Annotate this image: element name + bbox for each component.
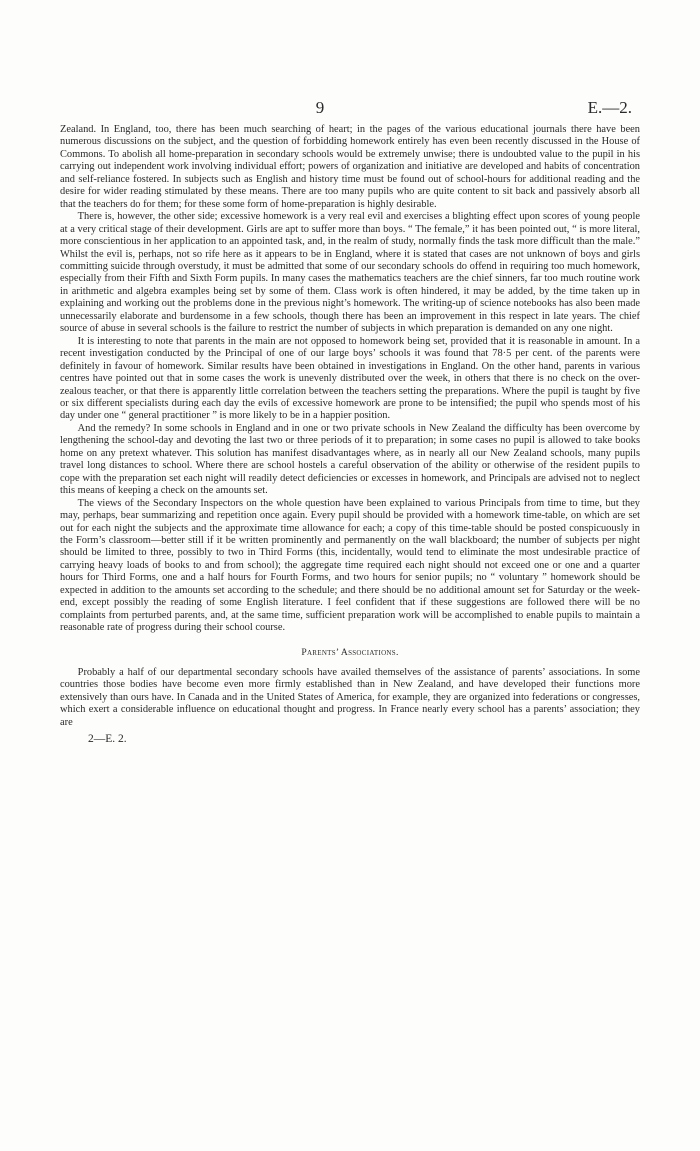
paragraph-excessive-homework: There is, however, the other side; excessive homework is a very real evil and exercises a blighting effect upon scores of young people at a very critical stage of their development. Girls are apt to suffer more than boys. “ The female,” it has been pointed out, “ is more literal, more conscientious in her application to an appointed task, and, in the realm of study, normally finds the task more difficult than the male.” Whilst the evil is, perhaps, not so rife here as it appears to be in England, where it is stated that cases are not unknown of boys and girls committing suicide through overstudy, it must be admitted that some of our secondary schools do offend in requiring too much homework, especially from their Fifth and Sixth Form pupils. In many cases the mathematics teachers are the chief sinners, far too much routine work in arithmetic and algebra examples being set by some of them. Class work is often hindered, it may be added, by the time taken up in explaining and working out the problems done in the previous night’s homework. The writing-up of science notebooks has also been made unnecessarily elaborate and burdensome in a few schools, though there has been an improvement in this respect in late years. The chief source of abuse in several schools is the failure to restrict the number of subjects in which preparation is demanded on any one night. [60,211,640,335]
section-heading-text: Parents’ Associations. [301,646,399,658]
sheet-signature: 2—E. 2. [88,733,127,746]
document-code: E.—2. [587,98,632,117]
paragraph-parents-associations: Probably a half of our departmental secondary schools have availed themselves of the assistance of parents’ associations. In some countries those bodies have become even more firmly established than in New Zealand, and have developed their functions more extensively than ours have. In Canada and in the United States of America, for example, they are organized into federations or congresses, which exert a considerable influence on educational thought and progress. In France nearly every school has a parents’ association; they are [60,667,640,728]
body-text [60,124,640,746]
paragraph-parents-views: It is interesting to note that parents in the main are not opposed to homework being set, provided that it is reasonable in amount. In a recent investigation conducted by the Principal of one of our large boys’ schools it was found that 78·5 per cent. of the parents were definitely in favour of homework. Similar results have been obtained in investigations in England. On the other hand, parents in various centres have pointed out that in some cases the work is unevenly distributed over the week, in others that there is no check on the over-zealous teacher, or that there is apparently little correlation between the teachers setting the preparations. Where the pupil is taught by five or six different specialists during each day the evils of excessive homework are prone to be intensified; the pupil who spends most of his day under one “ general practitioner ” is more likely to be in a happier position. [60,335,640,422]
section-heading [60,647,640,659]
page-number: 9 [315,98,325,117]
paragraph-homework-england: Zealand. In England, too, there has been much searching of heart; in the pages of the various educational journals there have been numerous discussions on the subject, and the question of forbidding homework entirely has even been recently discussed in the House of Commons. To abolish all home-preparation in secondary schools would be extremely unwise; there is undoubted value to the pupil in his carrying out independent work involving individual effort; powers of organization and initiative are developed and habits of concentration and self-reliance fostered. In subjects such as English and history time must be found out of school-hours for additional reading and the desire for wider reading stimulated by these means. There are too many pupils who are quite content to sit back and passively absorb all that the teachers do for them; for these some form of home-preparation is highly desirable. [60,124,640,210]
paragraph-inspectors-views: The views of the Secondary Inspectors on the whole question have been explained to various Principals from time to time, but they may, perhaps, bear summarizing and repetition once again. Every pupil should be provided with a homework time-table, on which are set out for each night the subjects and the approximate time allowance for each; a copy of this time-table should be posted conspicuously in the Form’s classroom—better still if it be written prominently and permanently on the wall blackboard; the number of subjects per night should be limited to three, possibly to two in Third Forms (this, incidentally, would tend to eliminate the most undesirable practice of carrying heavy loads of books to and from school); the aggregate time required each night should not exceed one or one and a quarter hours for Third Forms, one and a half hours for Fourth Forms, and two hours for senior pupils; no “ voluntary ” homework should be expected in addition to the amounts set according to the schedule; and there should be no additional amount set for Saturday or the week-end, except possibly the reading of some English literature. I feel confident that if these suggestions are followed there will be no complaints from perturbed parents, and, at the same time, sufficient preparation work will be accomplished to enable pupils to maintain a reasonable rate of progress during their school course. [60,497,640,634]
paragraph-remedy: And the remedy? In some schools in England and in one or two private schools in New Zealand the difficulty has been overcome by lengthening the school-day and devoting the last two or three periods of it to preparation; in some cases no pupil is allowed to take books home on any pretext whatever. This solution has manifest disadvantages where, as in nearly all our New Zealand schools, many pupils travel long distances to school. Where there are school hostels a careful observation of the ability or otherwise of the resident pupils to cope with the preparation set each night will readily detect deficiencies or excesses in homework, and Principals are advised not to neglect this means of keeping a check on the amounts set. [60,422,640,497]
